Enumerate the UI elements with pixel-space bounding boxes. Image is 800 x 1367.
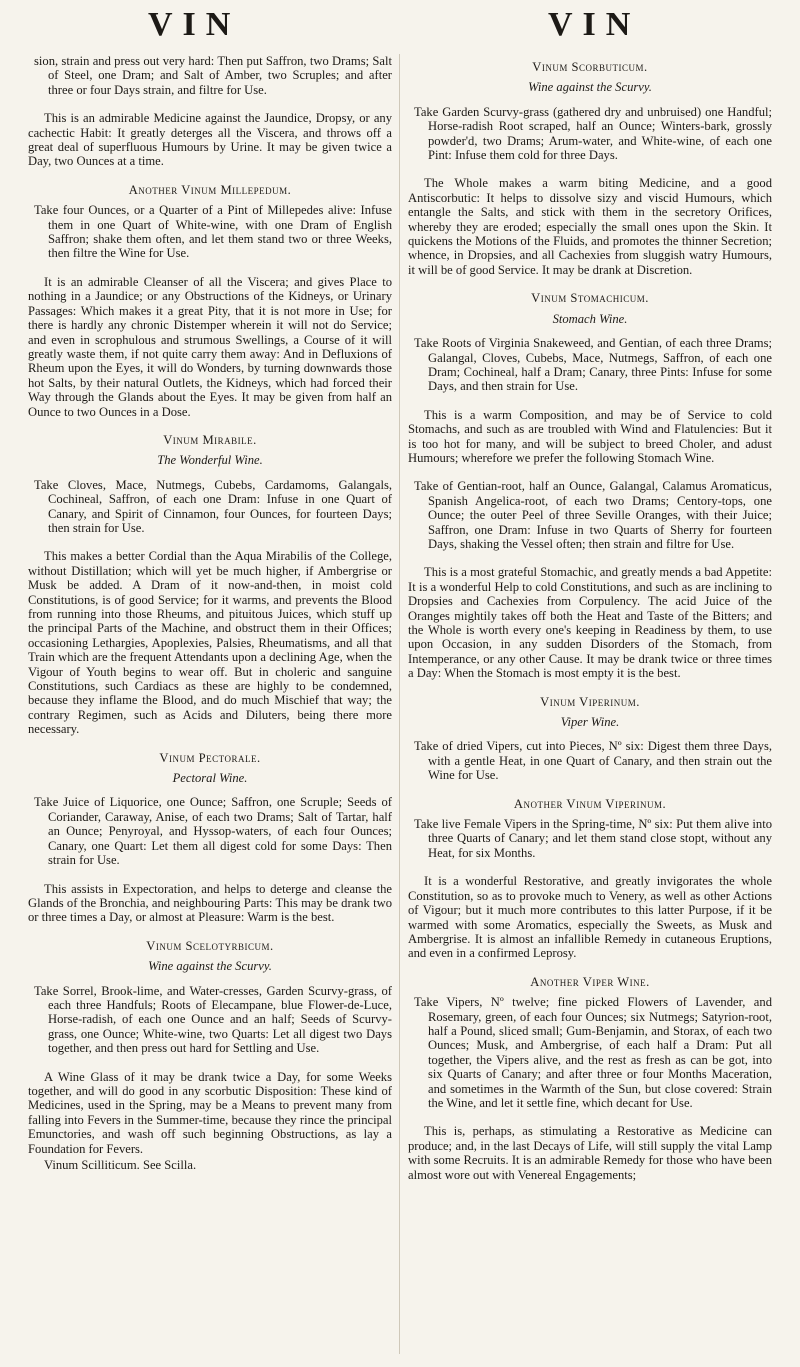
- paragraph: This makes a better Cordial than the Aqua Mirabilis of the College, without Distillation; which will yet be much higher, if Ambergrise or Musk be added. A Dram of it now-and-then, in moist cold Constitutions, is of good Service; for it warms, and prevents the Blood from running into those Rheums, and pituitous Juices, which stuff up the principal Parts of the Machine, and obstruct them in their Offices; occasioning Lethargies, Apoplexies, Palsies, Rheumatisms, and all that Train which are the frequent Attendants upon a declining Age, when the Vigour of Youth begins to wear off. But in choleric and sanguine Constitutions, such Cardiacs as these are highly to be condemned, because they inflame the Blood, and do much Mischief that way; the contrary Regimen, such as Acids and Diluters, being there more necessary.: [28, 549, 392, 737]
- paragraph: This is an admirable Medicine against the Jaundice, Dropsy, or any cachectic Habit: It greatly deterges all the Viscera, and throws off a great deal of superfluous Humours by Urine. It may be given twice a Day, two Ounces at a time.: [28, 111, 392, 169]
- paragraph: Take Vipers, Nº twelve; fine picked Flowers of Lavender, and Rosemary, green, of each four Ounces; six Nutmegs; Satyrion-root, half a Pound, sliced small; Gum-Benjamin, and Storax, of each two Ounces; Musk, and Ambergrise, of each half a Dram: Put all together, the Vipers alive, and the rest as fresh as can be got, into six Quarts of Canary; and after three or four Months Maceration, and sometimes in the Warmth of the Sun, but close covered: Strain the Wine, and let it settle fine, which decant for Use.: [414, 995, 772, 1110]
- section-subtitle: Wine against the Scurvy.: [148, 959, 272, 974]
- section-subtitle: Stomach Wine.: [552, 311, 628, 326]
- paragraph: Take Garden Scurvy-grass (gathered dry and unbruised) one Handful; Horse-radish Root scraped, half an Ounce; Winters-bark, grossly powder'd, two Drams; Arum-water, and White-wine, of each one Pint: Infuse them cold for three Days.: [414, 104, 772, 163]
- section-heading: Another Vinum Millepedum.: [128, 182, 292, 197]
- left-column: [28, 54, 392, 1186]
- section-heading: Another Viper Wine.: [530, 974, 650, 989]
- section-heading: Vinum Scorbuticum.: [532, 60, 648, 74]
- section-subtitle: The Wonderful Wine.: [157, 453, 263, 468]
- running-header: [0, 6, 800, 46]
- section-heading: Vinum Mirabile.: [163, 432, 257, 447]
- section-heading: Vinum Stomachicum.: [531, 291, 649, 306]
- section-heading: Vinum Pectorale.: [159, 750, 261, 765]
- paragraph: This is, perhaps, as stimulating a Restorative as Medicine can produce; and, in the last Decays of Life, will still supply the vital Lamp with some Recruits. It is an admirable Remedy for those who have been almost wore out with Venereal Engagements;: [408, 1124, 772, 1182]
- paragraph: It is a wonderful Restorative, and greatly invigorates the whole Constitution, so as to provoke much to Venery, as well as other Actions of Vigour; but it much more contributes to this latter Purpose, if it be warmed with some Aromatics, especially the Sweets, as Musk and Ambergrise. It is almost an infallible Remedy in cutaneous Eruptions, and even in a confirmed Leprosy.: [408, 874, 772, 961]
- paragraph: Take of Gentian-root, half an Ounce, Galangal, Calamus Aromaticus, Spanish Angelica-root, of each two Drams; Centory-tops, one Ounce; the outer Peel of three Seville Oranges, with their Juice; Saffron, one Dram: Infuse in two Quarts of Sherry for fourteen Days, shaking the Vessel often; then strain and filtre for Use.: [414, 479, 772, 551]
- paragraph: This assists in Expectoration, and helps to deterge and cleanse the Glands of the Bronchia, and neighbouring Parts: This may be drank two or three times a Day, or almost at Pleasure: Warm is the best.: [28, 881, 392, 925]
- paragraph: Take live Female Vipers in the Spring-time, Nº six: Put them alive into three Quarts of Canary; and let them stand close stopt, without any Heat, for six Months.: [414, 817, 772, 860]
- paragraph: Take Roots of Virginia Snakeweed, and Gentian, of each three Drams; Galangal, Cloves, Cubebs, Mace, Nutmegs, Saffron, of each one Dram; Cochineal, half a Dram; Canary, three Pints: Infuse for some Days, and then strain for Use.: [414, 336, 772, 394]
- right-column: [408, 54, 772, 1196]
- section-subtitle: Wine against the Scurvy.: [528, 80, 652, 95]
- paragraph: Take Juice of Liquorice, one Ounce; Saffron, one Scruple; Seeds of Coriander, Caraway, Anise, of each two Drams; Salt of Tartar, half an Ounce; Penyroyal, and Hyssop-waters, of each four Ounces; Canary, one Quart: Let them all digest cold for some Days: Then strain for Use.: [34, 795, 392, 868]
- paragraph: It is an admirable Cleanser of all the Viscera; and gives Place to nothing in a Jaundice; or any Obstructions of the Kidneys, or Urinary Passages: Which makes it a great Pity, that it is not more in Use; for there is hardly any chronic Distemper wherein it will not do Service; and even in scrophulous and strumous Swellings, a Course of it will greatly waste them, if not quite carry them away: And in Defluxions of Rheum upon the Eyes, it will do Wonders, by turning downwards those hot Salts, by their natural Outlets, the Kidneys, which had forced their Way through the Glands about the Eyes. It may be given from half an Ounce to two Ounces in a Dose.: [28, 274, 392, 419]
- cross-reference: Vinum Scilliticum. See Scilla.: [44, 1158, 197, 1172]
- paragraph: Take of dried Vipers, cut into Pieces, Nº six: Digest them three Days, with a gentle Heat, in one Quart of Canary, and then strain out the Wine for Use.: [414, 739, 772, 783]
- paragraph: Take four Ounces, or a Quarter of a Pint of Millepedes alive: Infuse them in one Quart of White-wine, with one Dram of English Saffron; shake them often, and let them stand two or three Weeks, then filtre the Wine for Use.: [34, 203, 392, 261]
- section-subtitle: Viper Wine.: [560, 715, 620, 730]
- paragraph: The Whole makes a warm biting Medicine, and a good Antiscorbutic: It helps to dissolve sizy and viscid Humours, which entangle the Salts, and stick with them in the secretory Orifices, whereby they are eroded; especially the small ones upon the Skin. It quickens the Motions of the Fluids, and promotes the thinner Secretion; whence, in Dropsies, and all Cachexies from sluggish watry Humours, it will be of good Service. It may be drank at Discretion.: [408, 176, 772, 277]
- column-divider: [399, 54, 400, 1354]
- paragraph: Take Sorrel, Brook-lime, and Water-cresses, Garden Scurvy-grass, of each three Handfuls; Roots of Elecampane, blue Flower-de-Luce, Horse-radish, of each one Ounce and an half; Seeds of Scurvy-grass, one Ounce; White-wine, two Quarts: Let all digest two Days together, and then press out hard for Settling and Use.: [34, 983, 392, 1056]
- paragraph: Take Cloves, Mace, Nutmegs, Cubebs, Cardamoms, Galangals, Cochineal, Saffron, of each one Dram: Infuse in one Quart of Canary, and Spirit of Cinnamon, four Ounces, for fourteen Days; then strain for Use.: [34, 477, 392, 535]
- paragraph: A Wine Glass of it may be drank twice a Day, for some Weeks together, and will do good in any scorbutic Disposition: These kind of Medicines, used in the Spring, may be a Means to prevent many from falling into Fevers in the Summer-time, because they rince the principal Emunctories, and wash off such beginning Obstructions, as lay a Foundation for Fevers.: [28, 1069, 392, 1156]
- section-heading: Vinum Viperinum.: [540, 694, 640, 709]
- header-left: VIN: [148, 6, 241, 43]
- paragraph: This is a warm Composition, and may be of Service to cold Stomachs, and such as are troubled with Wind and Flatulencies: But it is too hot for many, and will be subject to breed Choler, and adust Humours; wherefore we prefer the following Stomach Wine.: [408, 407, 772, 465]
- header-right: VIN: [548, 6, 641, 43]
- section-heading: Vinum Scelotyrbicum.: [146, 938, 274, 953]
- section-heading: Another Vinum Viperinum.: [513, 796, 667, 811]
- paragraph: sion, strain and press out very hard: Then put Saffron, two Drams; Salt of Steel, one Dram; and Salt of Amber, two Scruples; and after three or four Days strain, and filtre for Use.: [34, 54, 392, 97]
- paragraph: This is a most grateful Stomachic, and greatly mends a bad Appetite: It is a wonderful Help to cold Constitutions, and such as are inclining to Dropsies and Cachexies from Corpulency. The acid Juice of the Oranges mightily takes off both the Heat and Taste of the Bitters; and the Whole is worth every one's keeping in Readiness by them, to use upon Occasion, in any sudden Disorders of the Stomach, from Intemperance, or any other Cause. It may be drank twice or three times a Day: When the Stomach is most empty it is the best.: [408, 565, 772, 681]
- section-subtitle: Pectoral Wine.: [172, 771, 248, 786]
